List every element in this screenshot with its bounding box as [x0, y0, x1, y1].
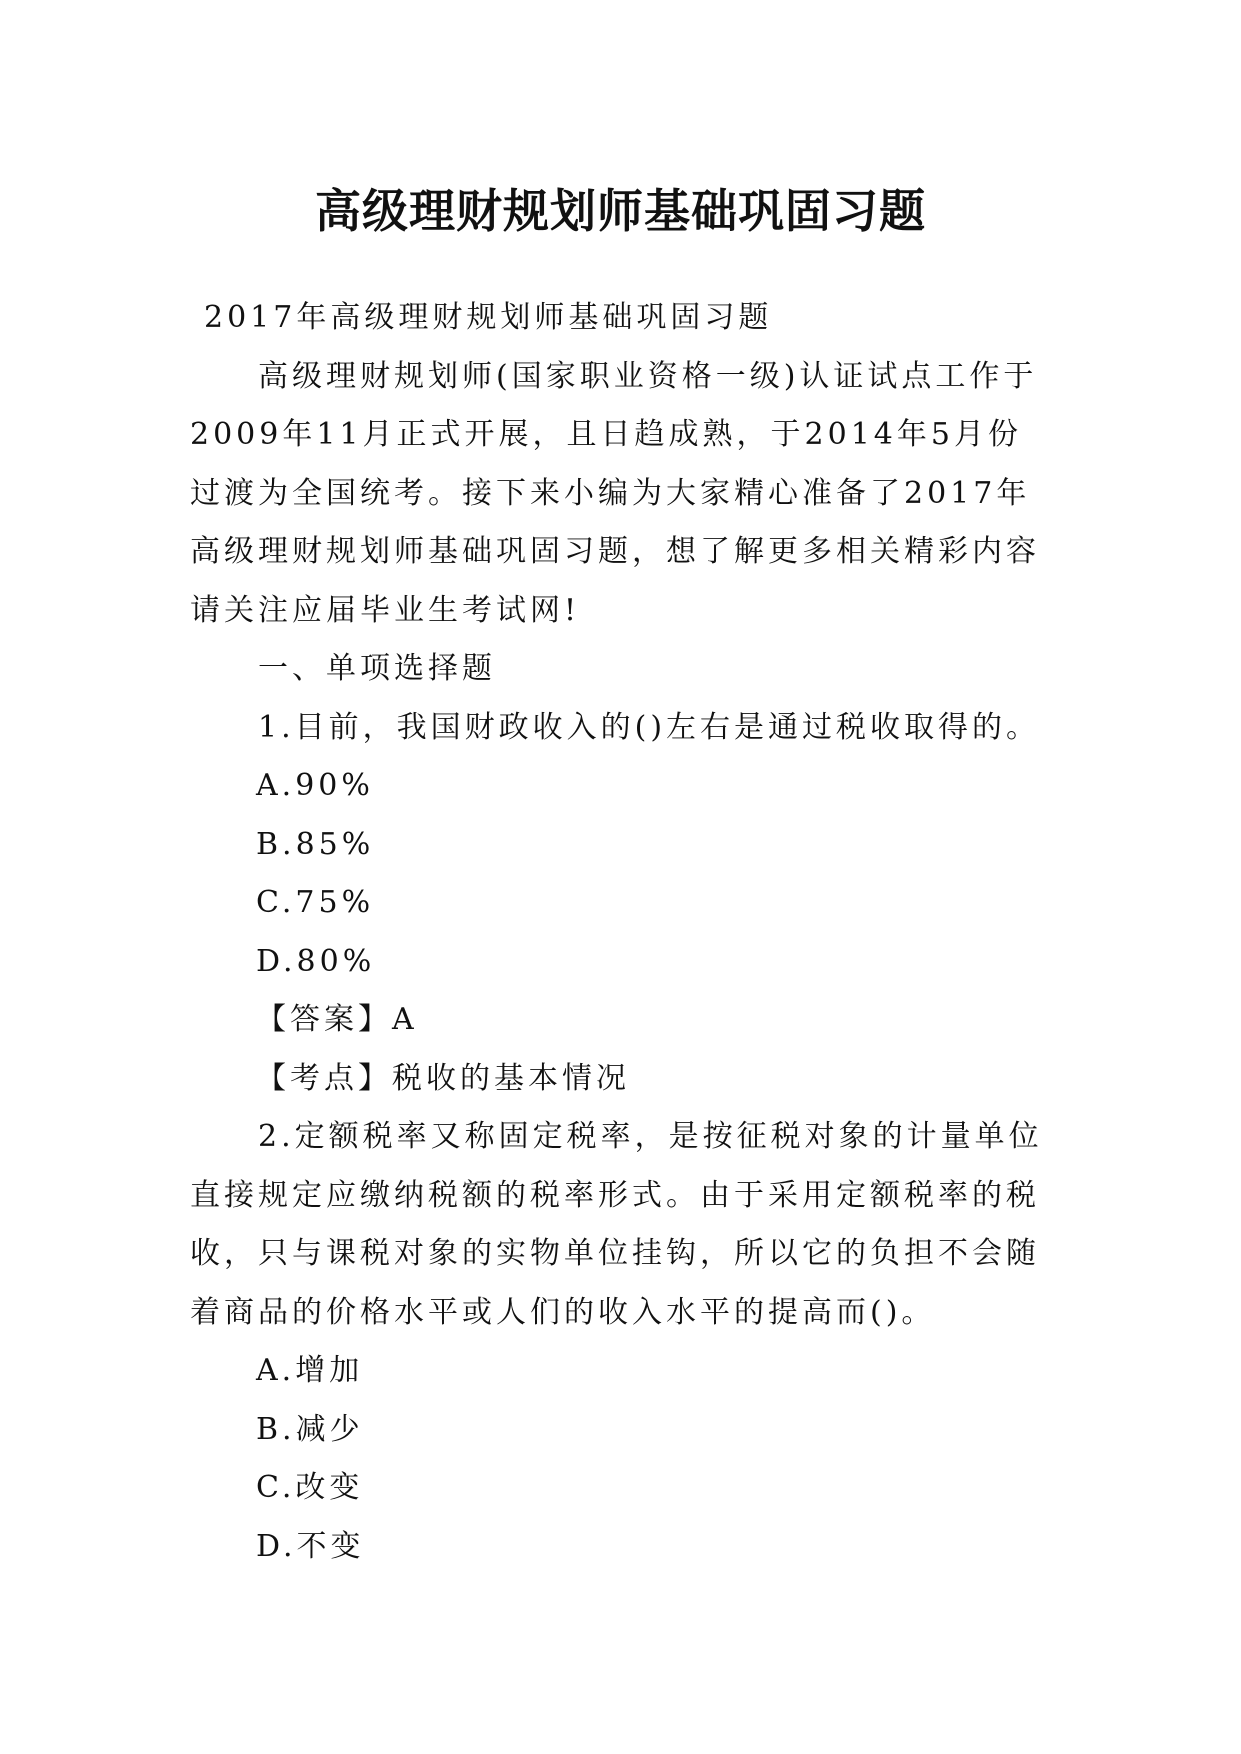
question-1-answer: 【答案】A: [256, 1002, 418, 1037]
question-1-option-a: A.90%: [256, 768, 374, 803]
intro-paragraph: 高级理财规划师(国家职业资格一级)认证试点工作于2009年11月正式开展，且日趋成熟，于2014年5月份过渡为全国统考。接下来小编为大家精心准备了2017年高级理财规划师基础巩固习题，想了解更多相关精彩内容请关注应届毕业生考试网!: [190, 358, 1040, 628]
question-2-option-a: A.增加: [256, 1353, 364, 1388]
question-1-option-d: D.80%: [256, 943, 376, 979]
question-2-option-c: C.改变: [256, 1470, 364, 1505]
document-title: 高级理财规划师基础巩固习题: [315, 183, 926, 238]
question-1-text: 1.目前，我国财政收入的()左右是通过税收取得的。: [258, 709, 1041, 745]
document-subtitle: 2017年高级理财规划师基础巩固习题: [204, 300, 773, 335]
document-body: [190, 289, 1050, 1576]
question-2-option-d: D.不变: [256, 1528, 365, 1564]
question-2-option-b: B.减少: [256, 1411, 364, 1447]
question-2-text: 2.定额税率又称固定税率，是按征税对象的计量单位直接规定应缴纳税额的税率形式。由于采用定额税率的税收，只与课税对象的实物单位挂钩，所以它的负担不会随着商品的价格水平或人们的收入水平的提高而()。: [190, 1119, 1043, 1330]
question-1-point: 【考点】税收的基本情况: [256, 1060, 630, 1096]
question-1-option-c: C.75%: [256, 885, 375, 920]
section-heading: 一、单项选择题: [258, 651, 496, 686]
question-1-option-b: B.85%: [256, 826, 375, 862]
